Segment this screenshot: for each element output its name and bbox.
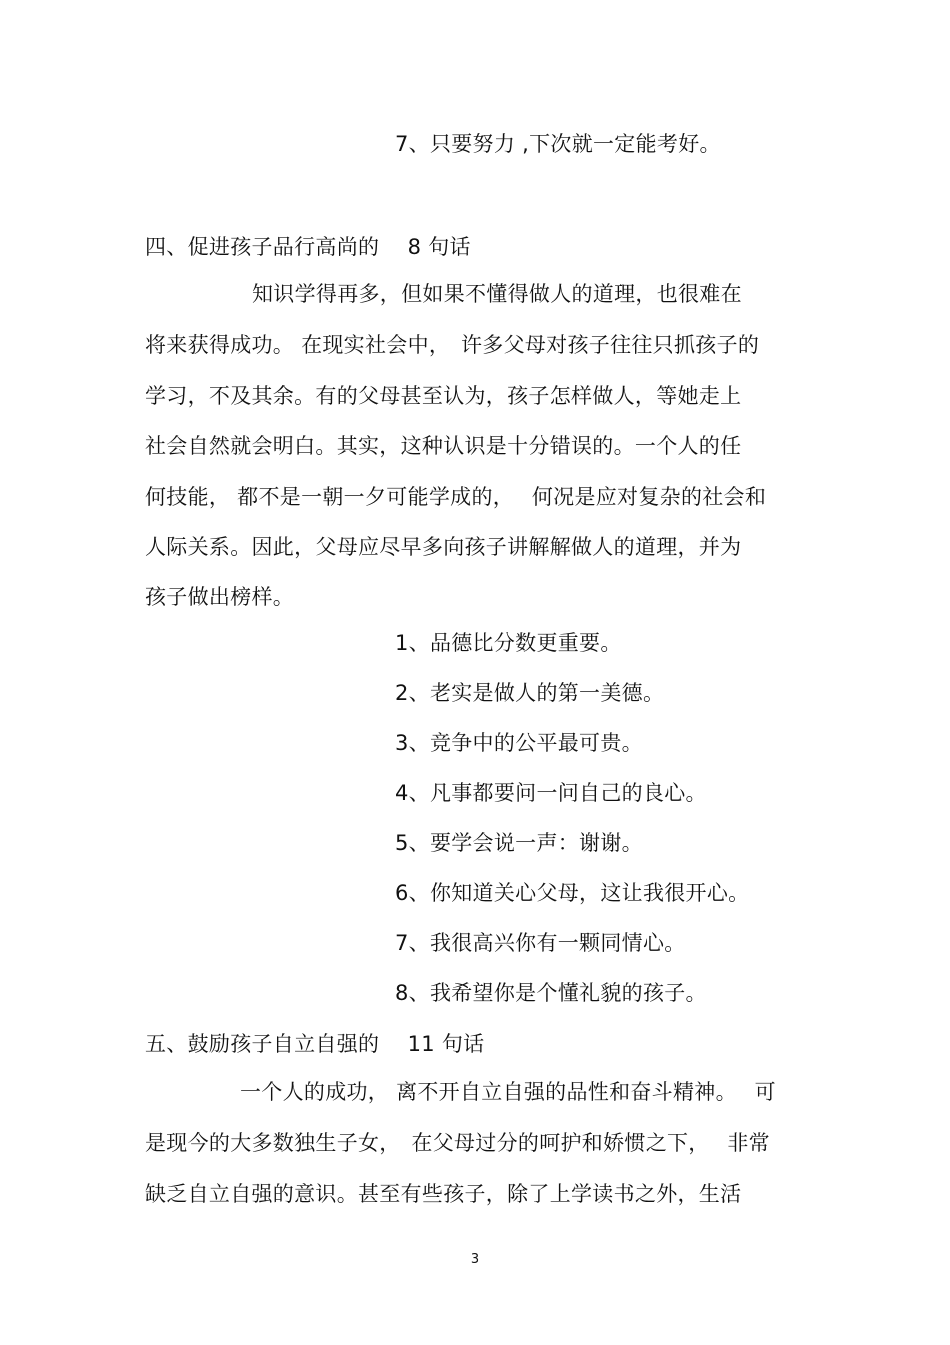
list-item: 8、我希望你是个懂礼貌的孩子。 [395,981,707,1005]
list-item: 4、凡事都要问一问自己的良心。 [395,781,707,805]
list-item: 5、要学会说一声：谢谢。 [395,831,643,855]
paragraph-line: 一个人的成功， 离不开自立自强的品性和奋斗精神。 可 [240,1080,776,1104]
list-item: 1、品德比分数更重要。 [395,631,622,655]
list-item: 7、我很高兴你有一颗同情心。 [395,931,686,955]
paragraph-line: 缺乏自立自强的意识。甚至有些孩子，除了上学读书之外，生活 [145,1182,742,1206]
page-number: 3 [470,1252,480,1267]
paragraph-line: 孩子做出榜样。 [145,585,295,609]
section-heading: 五、鼓励孩子自立自强的 11 句话 [145,1032,485,1056]
section-heading: 四、促进孩子品行高尚的 8 句话 [145,235,471,259]
paragraph-line: 学习，不及其余。有的父母甚至认为，孩子怎样做人，等她走上 [145,384,742,408]
paragraph-line: 人际关系。因此，父母应尽早多向孩子讲解解做人的道理，并为 [145,535,742,559]
list-item: 7、只要努力 ,下次就一定能考好。 [395,132,721,156]
list-item: 2、老实是做人的第一美德。 [395,681,665,705]
paragraph-line: 将来获得成功。 在现实社会中， 许多父母对孩子往往只抓孩子的 [145,333,760,357]
paragraph-line: 是现今的大多数独生子女， 在父母过分的呵护和娇惯之下， 非常 [145,1131,770,1155]
paragraph-line: 知识学得再多，但如果不懂得做人的道理，也很难在 [252,282,742,306]
paragraph-line: 何技能， 都不是一朝一夕可能学成的， 何况是应对复杂的社会和 [145,485,767,509]
list-item: 6、你知道关心父母，这让我很开心。 [395,881,750,905]
list-item: 3、竞争中的公平最可贵。 [395,731,643,755]
paragraph-line: 社会自然就会明白。其实，这种认识是十分错误的。一个人的任 [145,434,742,458]
